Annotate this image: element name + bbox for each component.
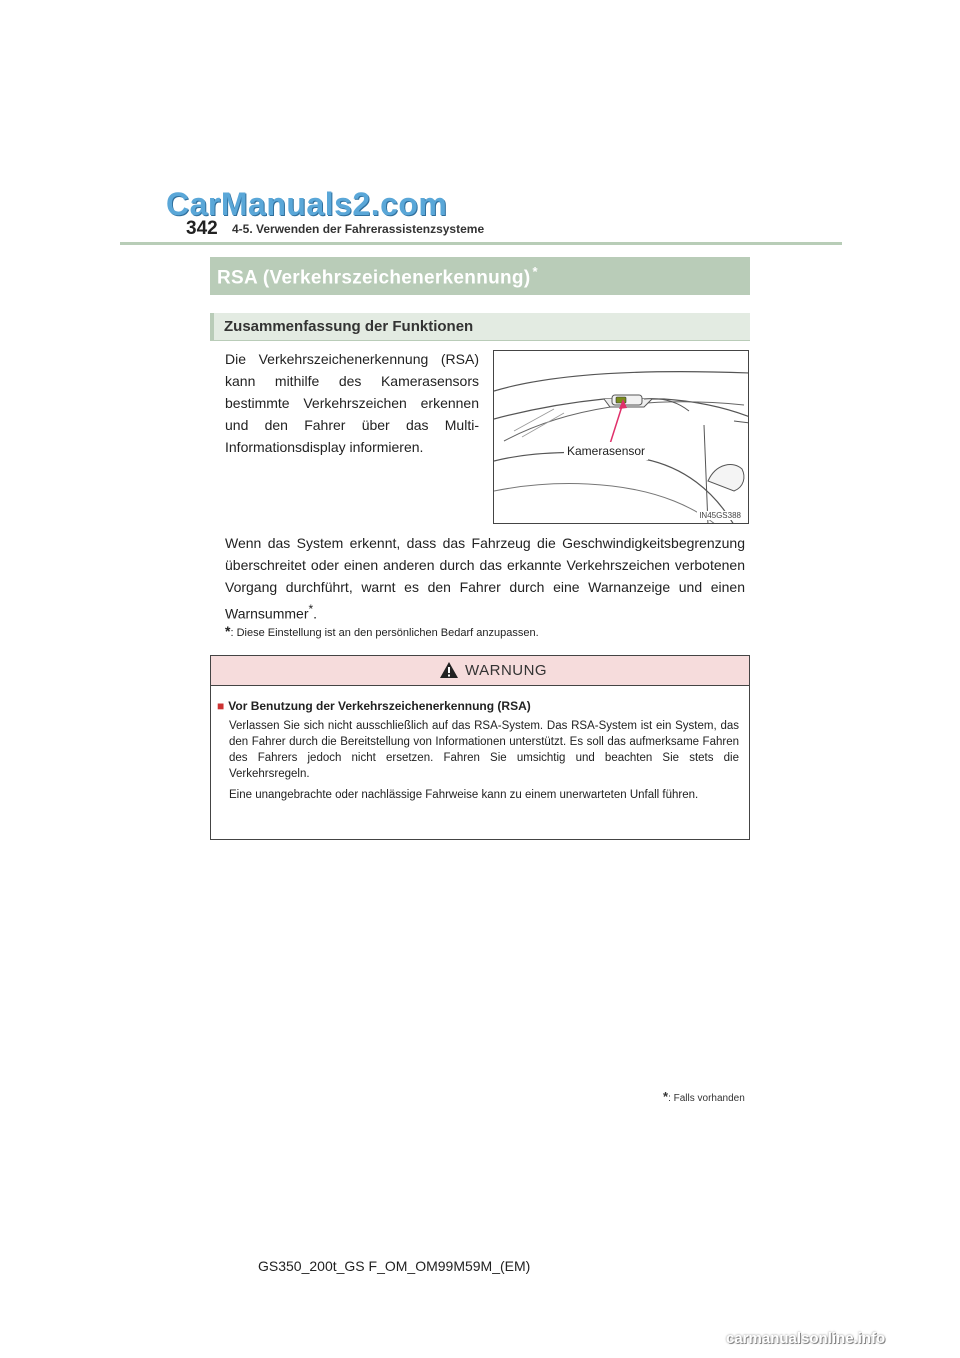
warning-triangle-icon bbox=[439, 661, 459, 679]
availability-text: : Falls vorhanden bbox=[668, 1093, 745, 1104]
page-number: 342 bbox=[186, 218, 218, 239]
watermark-footer: carmanualsonline.info bbox=[726, 1330, 886, 1347]
figure-code: IN45GS388 bbox=[699, 511, 741, 520]
subheading-bar bbox=[210, 313, 750, 341]
header-rule bbox=[120, 242, 842, 245]
availability-marker: * bbox=[532, 264, 538, 279]
body-paragraph bbox=[225, 532, 745, 625]
footnote-text: : Diese Einstellung ist an den persönlichen Bedarf anzupassen. bbox=[230, 627, 539, 639]
car-windshield-illustration bbox=[494, 351, 749, 524]
availability-star: * bbox=[663, 1089, 669, 1104]
callout-arrow bbox=[609, 403, 623, 447]
figure-callout-label: Kamerasensor bbox=[564, 442, 648, 460]
footnote-marker: * bbox=[308, 602, 314, 616]
intro-paragraph: Die Verkehrszeichenerkennung (RSA) kann mithilfe des Kamerasensors bestimmte Verkehrszeichen erkennen und den Fahrer über das Multi-Informationsdisplay informieren. bbox=[225, 351, 479, 455]
footnote bbox=[225, 623, 539, 639]
watermark-logo: CarManuals2.com bbox=[166, 186, 448, 222]
camera-sensor-figure bbox=[493, 350, 749, 524]
section-reference: 4-5. Verwenden der Fahrerassistenzsysteme bbox=[232, 222, 485, 236]
warning-paragraph: Verlassen Sie sich nicht ausschließlich auf das RSA-System. Das RSA-System ist ein System, das den Fahrer durch die Bereitstellung von Informationen unterstützt. Es soll das aufmerksame Fahren des Fahrers jedoch nicht ersetzen. Fahren Sie umsichtig und beachten Sie stets die Verkehrsregeln. bbox=[229, 720, 739, 780]
warning-heading bbox=[217, 699, 531, 713]
warning-header bbox=[211, 656, 749, 686]
section-title-bar bbox=[210, 257, 750, 295]
body-text: Wenn das System erkennt, dass das Fahrzeug die Geschwindigkeitsbegrenzung überschreitet oder einen anderen durch das erkannte Verkehrszeichen verbotenen Vorgang durchführt, warnt es den Fahrer durch eine Warnanzeige und einen Warnsummer bbox=[225, 535, 745, 622]
warning-paragraph: Eine unangebrachte oder nachlässige Fahrweise kann zu einem unerwarteten Unfall führen. bbox=[229, 789, 699, 801]
warning-box bbox=[210, 655, 750, 840]
availability-note bbox=[663, 1089, 745, 1104]
section-title-text: RSA (Verkehrszeichenerkennung) bbox=[217, 267, 531, 289]
body-end: . bbox=[313, 605, 318, 622]
warning-body bbox=[229, 718, 739, 808]
warning-heading-text: Vor Benutzung der Verkehrszeichenerkennung (RSA) bbox=[228, 699, 531, 713]
section-title bbox=[217, 264, 538, 289]
warning-title: WARNUNG bbox=[465, 662, 548, 679]
document-code: GS350_200t_GS F_OM_OM99M59M_(EM) bbox=[258, 1258, 531, 1274]
footnote-star: * bbox=[225, 623, 231, 639]
square-bullet-icon: ■ bbox=[217, 699, 225, 713]
subheading: Zusammenfassung der Funktionen bbox=[224, 318, 474, 335]
